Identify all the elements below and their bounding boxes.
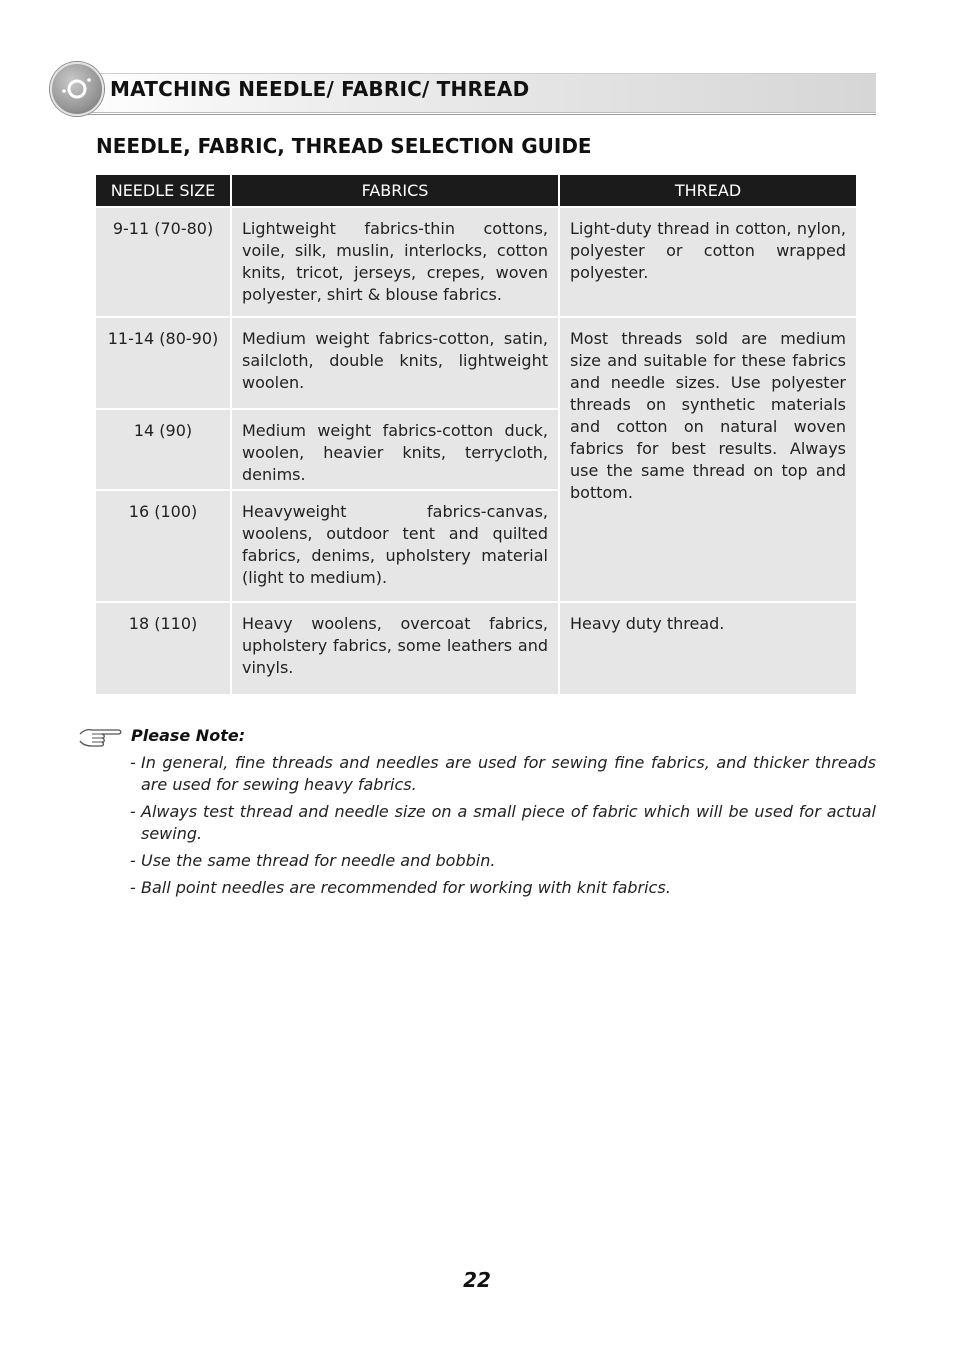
note-item-text: Always test thread and needle size on a small piece of fabric which will be used for actual sewing. [141,802,876,843]
thread-cell-light: Light-duty thread in cotton, nylon, polyester or cotton wrapped polyester. [560,208,856,316]
fabrics-cell: Heavyweight fabrics-canvas, woolens, outdoor tent and quilted fabrics, denims, upholstery material (light to medium). [232,491,558,601]
note-item-text: In general, fine threads and needles are used for sewing fine fabrics, and thicker threads are used for sewing heavy fabrics. [141,753,876,794]
note-item: - Always test thread and needle size on a small piece of fabric which will be used for actual sewing. [130,802,876,843]
needle-size-cell: 9-11 (70-80) [96,208,230,316]
note-item: - Use the same thread for needle and bobbin. [130,851,496,870]
fabrics-cell: Medium weight fabrics-cotton duck, woolen, heavier knits, terrycloth, denims. [232,410,558,489]
column-header-fabrics: FABRICS [232,175,558,206]
thread-cell-medium: Most threads sold are medium size and suitable for these fabrics and needle sizes. Use polyester threads on synthetic materials and cotton on natural woven fabrics for best results. Always use the same thread on top and bottom. [560,318,856,601]
needle-size-cell: 11-14 (80-90) [96,318,230,408]
page-title: MATCHING NEEDLE/ FABRIC/ THREAD [110,77,530,101]
pointing-hand-icon [78,724,124,750]
section-title: NEEDLE, FABRIC, THREAD SELECTION GUIDE [96,134,592,158]
note-item: - In general, fine threads and needles are used for sewing fine fabrics, and thicker threads are used for sewing heavy fabrics. [130,753,876,794]
thread-cell-heavy: Heavy duty thread. [560,603,856,694]
needle-size-cell: 14 (90) [96,410,230,489]
fabrics-cell: Lightweight fabrics-thin cottons, voile, silk, muslin, interlocks, cotton knits, tricot, jerseys, crepes, woven polyester, shirt & blouse fabrics. [232,208,558,316]
column-header-thread: THREAD [560,175,856,206]
note-item: - Ball point needles are recommended for working with knit fabrics. [130,878,671,897]
sewing-bobbin-icon [50,62,104,116]
fabrics-cell: Heavy woolens, overcoat fabrics, upholstery fabrics, some leathers and vinyls. [232,603,558,694]
page-number: 22 [463,1268,491,1292]
needle-size-cell: 18 (110) [96,603,230,694]
note-heading: Please Note: [131,726,246,745]
section-banner [50,62,876,116]
needle-size-cell: 16 (100) [96,491,230,601]
note-list [130,752,876,904]
fabrics-cell: Medium weight fabrics-cotton, satin, sailcloth, double knits, lightweight woolen. [232,318,558,408]
note-item-text: Ball point needles are recommended for working with knit fabrics. [141,878,671,897]
banner-divider [76,114,876,115]
note-item-text: Use the same thread for needle and bobbin. [141,851,496,870]
column-header-needle-size: NEEDLE SIZE [96,175,230,206]
selection-guide-table [96,175,856,695]
